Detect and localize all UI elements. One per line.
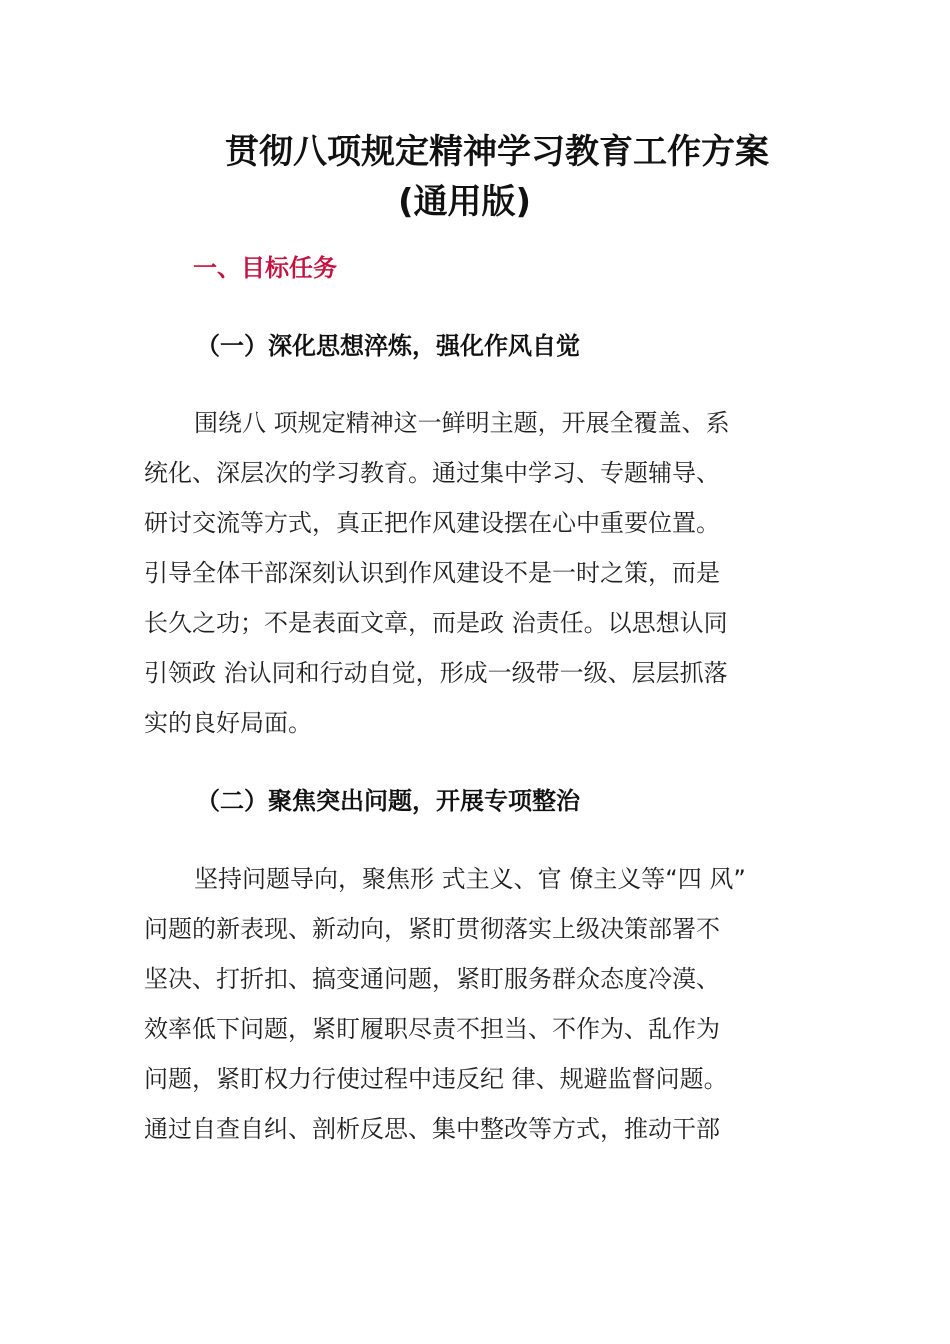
paragraph-line: 实的良好局面。 — [144, 709, 312, 737]
paragraph-1 — [144, 398, 816, 748]
document-title-line2: (通用版) — [398, 182, 532, 222]
paragraph-2 — [144, 854, 816, 1154]
paragraph-line: 问题的新表现、新动向，紧盯贯彻落实上级决策部署不 — [144, 915, 720, 943]
paragraph-line: 引导全体干部深刻认识到作风建设不是一时之策，而是 — [144, 559, 720, 587]
paragraph-line: 研讨交流等方式，真正把作风建设摆在心中重要位置。 — [144, 509, 720, 537]
paragraph-line: 长久之功；不是表面文章，而是政 治责任。以思想认同 — [144, 609, 728, 637]
document-title-line1: 贯彻八项规定精神学习教育工作方案 — [225, 132, 769, 172]
paragraph-line: 坚决、打折扣、搞变通问题，紧盯服务群众态度冷漠、 — [144, 965, 720, 993]
paragraph-line: 通过自查自纠、剖析反思、集中整改等方式，推动干部 — [144, 1115, 720, 1143]
subsection-heading-1: （一）深化思想淬炼，强化作风自觉 — [196, 332, 580, 360]
paragraph-line: 引领政 治认同和行动自觉，形成一级带一级、层层抓落 — [144, 659, 728, 687]
paragraph-line: 围绕八 项规定精神这一鲜明主题，开展全覆盖、系 — [194, 409, 730, 437]
paragraph-line: 问题，紧盯权力行使过程中违反纪 律、规避监督问题。 — [144, 1065, 728, 1093]
section-heading-goals: 一、目标任务 — [193, 254, 337, 282]
subsection-heading-2: （二）聚焦突出问题，开展专项整治 — [196, 787, 580, 815]
paragraph-line: 统化、深层次的学习教育。通过集中学习、专题辅导、 — [144, 459, 720, 487]
paragraph-line: 坚持问题导向，聚焦形 式主义、官 僚主义等“四 风” — [194, 865, 746, 893]
paragraph-line: 效率低下问题，紧盯履职尽责不担当、不作为、乱作为 — [144, 1015, 720, 1043]
